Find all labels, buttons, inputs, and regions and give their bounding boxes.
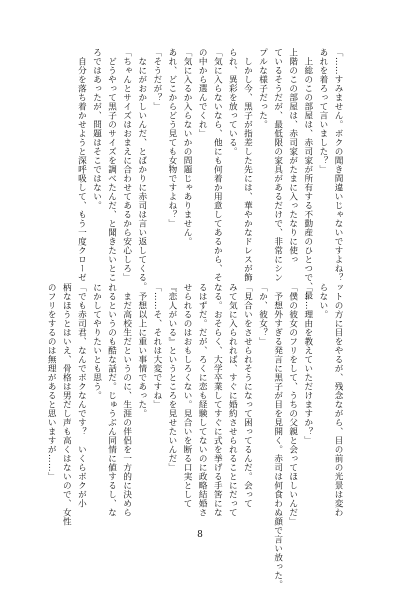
text-line: 上階のこの部屋は、赤司家がたまに入ったなりに使っ [287,48,298,264]
text-line: あれ、どこからどう見ても女物ですよね？」 [166,48,177,228]
text-line: らない。 [317,283,328,319]
text-line: 「そうだが？」 [151,48,162,111]
bottom-text-block [46,283,345,589]
text-line: れるというのも酷な話だ。じゅうぶん同情に値するし、な [106,283,117,517]
text-line: 自分を落ち着かせようと深呼吸して、もう一度クローゼ [76,48,87,282]
text-line: 「でも赤司君、なんでボクなんです？ いくらボクが小 [76,283,87,508]
text-line: 『恋人がいる』というところを見せたいんだ」 [166,283,177,472]
text-line: みて気に入られれば、すぐに婚約させられることにだって [227,283,238,517]
text-line: のフリをするのは無理があると思いますが……」 [46,283,57,481]
text-line: の中から選んでくれ」 [197,48,208,138]
text-line: 「見合いをさせられそうになって困ってるんだ。会って [242,283,253,508]
text-line: るはずだ。だが、ろくに恋も経験してないのに政略結婚さ [197,283,208,517]
text-line: 「……理由を教えていただけますか？」 [302,283,313,445]
text-line: あれを着ろって言いました？」 [317,48,328,174]
text-line: 柄なほうとはいえ、骨格は男だし声も高くはないので、女性 [61,283,72,526]
text-line: 「気に入るか入らないかの問題じゃありません。 [182,48,193,246]
text-line: ろではあったが、問題はそこではない。 [91,48,102,210]
text-line: ットの方に目をやるが、残念ながら、目の前の光景は変わ [333,283,343,517]
text-line: せられるのはおもしろくない。見合いを断る口実として [182,283,193,508]
text-line: しかし今、黒子が指差した先には、華やかなドレスが飾 [242,48,253,282]
page-number: 8 [197,530,203,540]
top-text-block [55,48,345,300]
text-line: なる。おそらく、大学卒業してすぐに式を挙げる手筈にな [212,283,223,517]
text-line: 「か、彼女？」 [257,283,268,346]
text-line: 「気に入らないなら、他にも何着か用意してあるから、そ [212,48,223,282]
text-line: 予想外すぎる発言に黒子が目を見開く。赤司は何食わぬ顔で言い放った。 [272,283,283,589]
text-line: ているそうだが、最低限の家具があるだけで、非常にシン [272,48,283,282]
text-line: どうやって黒子のサイズを調べたんだ、と聞きたいとこ [106,48,117,282]
text-line: 「ちゃんとサイズはおまえに合わせてあるから安心しろ」 [121,48,132,282]
text-line: られ、異彩を放っている。 [227,48,238,156]
text-line: 「……すみません。ボクの聞き間違いじゃないですよね？ [333,48,343,282]
text-line: まだ高校生だというのに、生涯の伴侶を一方的に決めら [121,283,132,517]
text-line: 予想以上に重い事情であった。 [136,283,147,418]
text-line: 「……そ、それは大変ですね」 [151,283,162,409]
text-line: なにがおかしいんだ、とばかりに赤司は言い返してくる。 [136,48,147,291]
text-line: プルな様子だった。 [257,48,268,129]
text-line: にかしてやりたいとも思う。 [91,283,102,400]
text-line: 上総のこの部屋は、赤司家が所有する不動産のひとつで、最 [302,48,313,300]
text-line: 「僕の彼女のフリをして、うちの父親と会ってほしいんだ」 [287,283,298,526]
